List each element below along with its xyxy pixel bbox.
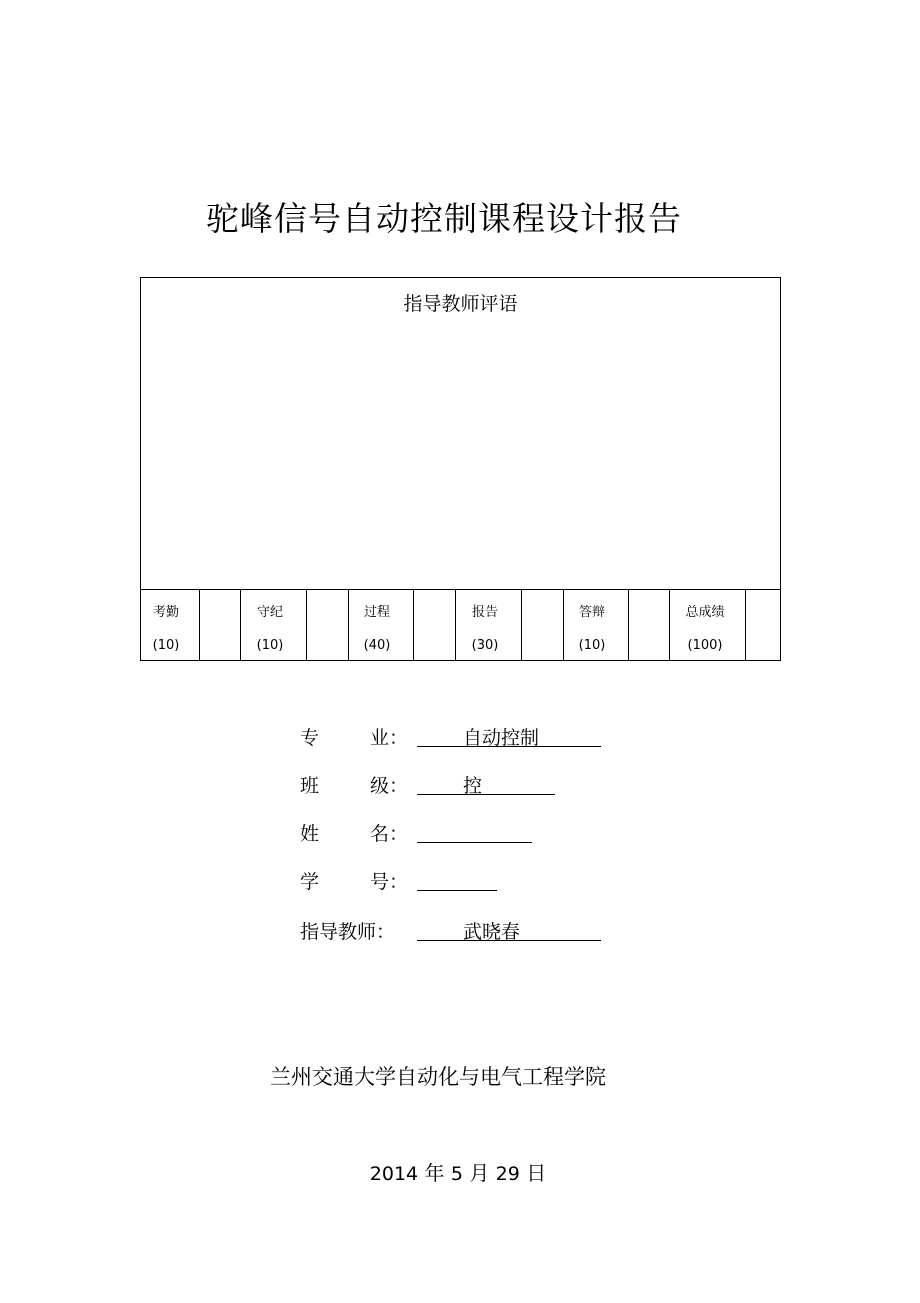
score-label-process: 过程 xyxy=(363,605,390,620)
advisor-value: 武晓春 xyxy=(463,921,521,943)
name-field xyxy=(417,814,532,843)
class-label-a: 班 xyxy=(300,775,320,797)
major-value: 自动控制 xyxy=(463,727,540,749)
info-row-major xyxy=(300,718,620,748)
score-label-report: 报告 xyxy=(471,605,498,620)
column-divider xyxy=(199,590,200,660)
column-divider xyxy=(669,590,670,660)
info-row-student-id xyxy=(300,862,620,892)
evaluation-table xyxy=(140,277,781,661)
date-year-unit: 年 xyxy=(424,1161,445,1185)
student-id-field xyxy=(417,862,497,891)
advisor-label: 指导教师： xyxy=(300,921,396,943)
score-max-attendance: (10) xyxy=(152,638,180,653)
class-value: 控 xyxy=(463,775,483,797)
report-date xyxy=(0,1157,916,1186)
name-label-b: 名： xyxy=(370,823,409,845)
score-max-discipline: (10) xyxy=(256,638,284,653)
info-row-name xyxy=(300,814,620,844)
advisor-field xyxy=(417,912,601,941)
score-label-total: 总成绩 xyxy=(685,605,725,620)
major-field xyxy=(417,718,601,747)
date-month-unit: 月 xyxy=(469,1161,490,1185)
column-divider xyxy=(521,590,522,660)
score-max-report: (30) xyxy=(471,638,499,653)
class-label-b: 级： xyxy=(370,775,409,797)
student-id-label-a: 学 xyxy=(300,871,320,893)
class-field xyxy=(417,766,555,795)
info-row-advisor xyxy=(300,912,620,942)
score-label-discipline: 守纪 xyxy=(256,605,283,620)
student-id-label-b: 号： xyxy=(370,871,409,893)
column-divider xyxy=(306,590,307,660)
score-max-total: (100) xyxy=(687,638,723,653)
column-divider xyxy=(413,590,414,660)
column-divider xyxy=(628,590,629,660)
info-row-class xyxy=(300,766,620,796)
score-label-attendance: 考勤 xyxy=(152,605,179,620)
date-year: 2014 xyxy=(369,1163,419,1185)
score-max-process: (40) xyxy=(363,638,391,653)
score-row xyxy=(141,589,780,660)
advisor-comment-label: 指导教师评语 xyxy=(403,293,518,315)
school-name: 兰州交通大学自动化与电气工程学院 xyxy=(270,1065,606,1089)
column-divider xyxy=(745,590,746,660)
name-label-a: 姓 xyxy=(300,823,320,845)
major-label-a: 专 xyxy=(300,727,320,749)
date-day-unit: 日 xyxy=(526,1161,547,1185)
score-max-defense: (10) xyxy=(578,638,606,653)
major-label-b: 业： xyxy=(370,727,409,749)
score-label-defense: 答辩 xyxy=(578,605,605,620)
report-title: 驼峰信号自动控制课程设计报告 xyxy=(206,199,682,238)
date-day: 29 xyxy=(495,1163,520,1185)
date-month: 5 xyxy=(450,1163,463,1185)
